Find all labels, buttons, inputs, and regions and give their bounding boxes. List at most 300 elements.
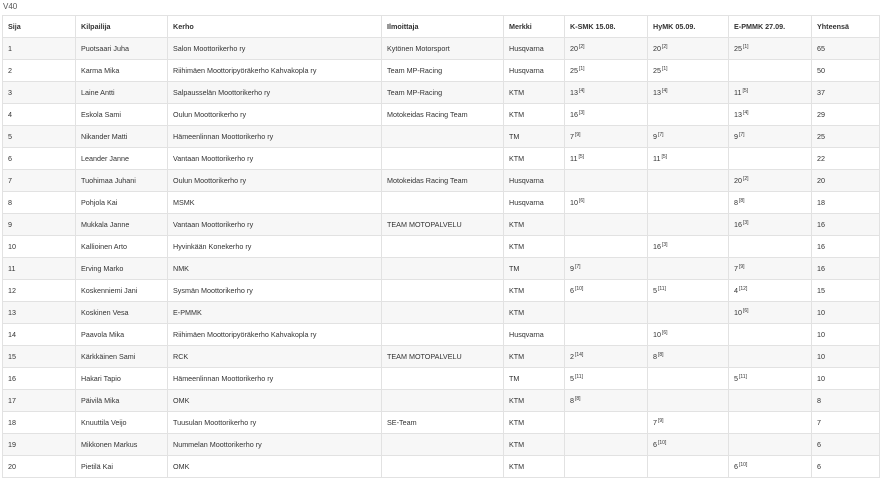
club-cell: [168, 302, 382, 324]
hymk-points-cell: [648, 148, 729, 170]
position-cell-value: 10: [8, 242, 16, 251]
club-cell: [168, 170, 382, 192]
entrant-cell: [382, 258, 504, 280]
hymk-points-cell-placing: [7]: [658, 131, 664, 138]
entrant-cell: [382, 368, 504, 390]
total-cell: [812, 434, 880, 456]
ksmk-points-cell: [565, 368, 648, 390]
table-row: [3, 302, 880, 324]
hymk-points-cell-value: 5: [653, 286, 657, 295]
total-cell: [812, 456, 880, 478]
rider-name-cell-value: Päivilä Mika: [81, 396, 120, 405]
epmmk-points-cell-value: 6: [734, 462, 738, 471]
hymk-points-cell: [648, 258, 729, 280]
make-cell-value: KTM: [509, 110, 525, 119]
total-cell: [812, 324, 880, 346]
make-cell: [504, 434, 565, 456]
entrant-cell: [382, 82, 504, 104]
rider-name-cell: [76, 324, 168, 346]
position-cell: [3, 82, 76, 104]
hymk-points-cell-placing: [6]: [662, 329, 668, 336]
rider-name-cell: [76, 104, 168, 126]
ksmk-points-cell: [565, 192, 648, 214]
club-cell-value: Sysmän Moottorikerho ry: [173, 286, 253, 295]
hymk-points-cell: [648, 412, 729, 434]
table-caption: V40: [3, 2, 18, 11]
rider-name-cell-value: Pohjola Kai: [81, 198, 118, 207]
rider-name-cell-value: Karma Mika: [81, 66, 120, 75]
table-row: [3, 434, 880, 456]
hymk-points-cell: [648, 126, 729, 148]
epmmk-points-cell-placing: [12]: [739, 285, 748, 292]
hymk-points-cell-placing: [9]: [658, 417, 664, 424]
hymk-points-cell-value: 7: [653, 418, 657, 427]
club-cell: [168, 82, 382, 104]
total-cell: [812, 214, 880, 236]
entrant-cell: [382, 104, 504, 126]
entrant-cell: [382, 236, 504, 258]
entrant-cell-value: Team MP-Racing: [387, 66, 443, 75]
col-header-kerho[interactable]: Kerho: [168, 16, 382, 38]
total-cell: [812, 60, 880, 82]
ksmk-points-cell-value: 5: [570, 374, 574, 383]
ksmk-points-cell-value: 20: [570, 44, 578, 53]
make-cell-value: TM: [509, 374, 520, 383]
make-cell: [504, 390, 565, 412]
ksmk-points-cell: [565, 82, 648, 104]
ksmk-points-cell: [565, 280, 648, 302]
table-row: [3, 280, 880, 302]
position-cell: [3, 456, 76, 478]
entrant-cell-value: Team MP-Racing: [387, 88, 443, 97]
hymk-points-cell-value: 25: [653, 66, 661, 75]
position-cell: [3, 434, 76, 456]
position-cell-value: 8: [8, 198, 12, 207]
ksmk-points-cell: [565, 390, 648, 412]
total-cell: [812, 280, 880, 302]
make-cell: [504, 368, 565, 390]
total-cell: [812, 412, 880, 434]
club-cell-value: NMK: [173, 264, 189, 273]
make-cell-value: KTM: [509, 88, 525, 97]
rider-name-cell: [76, 434, 168, 456]
make-cell: [504, 170, 565, 192]
rider-name-cell-value: Kärkkäinen Sami: [81, 352, 136, 361]
make-cell-value: KTM: [509, 418, 525, 427]
club-cell-value: Salpausselän Moottorikerho ry: [173, 88, 271, 97]
rider-name-cell-value: Koskinen Vesa: [81, 308, 129, 317]
rider-name-cell: [76, 346, 168, 368]
ksmk-points-cell-value: 16: [570, 110, 578, 119]
position-cell-value: 4: [8, 110, 12, 119]
total-cell-value: 10: [817, 330, 825, 339]
position-cell-value: 14: [8, 330, 16, 339]
club-cell-value: Oulun Moottorikerho ry: [173, 176, 247, 185]
club-cell: [168, 148, 382, 170]
rider-name-cell-value: Hakari Tapio: [81, 374, 121, 383]
ksmk-points-cell: [565, 148, 648, 170]
total-cell-value: 16: [817, 220, 825, 229]
table-row: [3, 236, 880, 258]
ksmk-points-cell-value: 25: [570, 66, 578, 75]
rider-name-cell-value: Kallioinen Arto: [81, 242, 127, 251]
entrant-cell-value: TEAM MOTOPALVELU: [387, 352, 462, 361]
club-cell-value: Hyvinkään Konekerho ry: [173, 242, 252, 251]
table-row: [3, 148, 880, 170]
ksmk-points-cell: [565, 60, 648, 82]
position-cell-value: 9: [8, 220, 12, 229]
rider-name-cell: [76, 126, 168, 148]
club-cell-value: Hämeenlinnan Moottorikerho ry: [173, 374, 274, 383]
entrant-cell-value: Motokeidas Racing Team: [387, 176, 468, 185]
ksmk-points-cell-placing: [6]: [579, 197, 585, 204]
total-cell: [812, 258, 880, 280]
ksmk-points-cell-value: 13: [570, 88, 578, 97]
make-cell: [504, 236, 565, 258]
rider-name-cell: [76, 280, 168, 302]
table-row: [3, 412, 880, 434]
col-header-ilmoittaja[interactable]: Ilmoittaja: [382, 16, 504, 38]
entrant-cell: [382, 346, 504, 368]
epmmk-points-cell: [729, 38, 812, 60]
ksmk-points-cell-placing: [11]: [575, 373, 583, 380]
entrant-cell-value: TEAM MOTOPALVELU: [387, 220, 462, 229]
position-cell-value: 6: [8, 154, 12, 163]
club-cell-value: Vantaan Moottorikerho ry: [173, 220, 254, 229]
table-row: [3, 38, 880, 60]
club-cell: [168, 368, 382, 390]
ksmk-points-cell: [565, 236, 648, 258]
hymk-points-cell-placing: [4]: [662, 87, 668, 94]
ksmk-points-cell-placing: [10]: [575, 285, 584, 292]
position-cell-value: 11: [8, 264, 16, 273]
hymk-points-cell: [648, 434, 729, 456]
make-cell-value: Husqvarna: [509, 198, 544, 207]
club-cell-value: OMK: [173, 396, 190, 405]
table-row: [3, 126, 880, 148]
table-row: [3, 346, 880, 368]
table-row: [3, 390, 880, 412]
epmmk-points-cell: [729, 346, 812, 368]
epmmk-points-cell: [729, 434, 812, 456]
make-cell: [504, 192, 565, 214]
total-cell-value: 10: [817, 352, 825, 361]
hymk-points-cell-value: 10: [653, 330, 661, 339]
entrant-cell: [382, 456, 504, 478]
position-cell-value: 20: [8, 462, 16, 471]
epmmk-points-cell-value: 16: [734, 220, 742, 229]
rider-name-cell-value: Tuohimaa Juhani: [81, 176, 136, 185]
total-cell: [812, 302, 880, 324]
ksmk-points-cell-value: 8: [570, 396, 574, 405]
hymk-points-cell-placing: [1]: [662, 65, 668, 72]
position-cell: [3, 104, 76, 126]
rider-name-cell: [76, 390, 168, 412]
ksmk-points-cell-value: 7: [570, 132, 574, 141]
make-cell: [504, 280, 565, 302]
rider-name-cell-value: Puotsaari Juha: [81, 44, 129, 53]
position-cell: [3, 368, 76, 390]
ksmk-points-cell-value: 11: [570, 154, 578, 163]
ksmk-points-cell: [565, 456, 648, 478]
total-cell-value: 15: [817, 286, 825, 295]
position-cell-value: 13: [8, 308, 16, 317]
total-cell: [812, 346, 880, 368]
epmmk-points-cell-placing: [10]: [739, 461, 748, 468]
rider-name-cell-value: Knuuttila Veijo: [81, 418, 127, 427]
epmmk-points-cell: [729, 280, 812, 302]
entrant-cell: [382, 324, 504, 346]
header-row: [3, 16, 880, 38]
total-cell-value: 10: [817, 308, 825, 317]
position-cell: [3, 280, 76, 302]
total-cell-value: 18: [817, 198, 825, 207]
position-cell: [3, 236, 76, 258]
make-cell: [504, 412, 565, 434]
col-header-epmmk[interactable]: E-PMMK 27.09.: [729, 16, 812, 38]
col-header-ksmk[interactable]: K-SMK 15.08.: [565, 16, 648, 38]
entrant-cell: [382, 412, 504, 434]
total-cell-value: 16: [817, 242, 825, 251]
epmmk-points-cell: [729, 192, 812, 214]
make-cell-value: KTM: [509, 242, 525, 251]
total-cell-value: 22: [817, 154, 825, 163]
epmmk-points-cell-value: 9: [734, 132, 738, 141]
ksmk-points-cell-placing: [9]: [575, 131, 581, 138]
hymk-points-cell: [648, 104, 729, 126]
ksmk-points-cell-placing: [14]: [575, 351, 584, 358]
club-cell-value: Vantaan Moottorikerho ry: [173, 154, 254, 163]
hymk-points-cell: [648, 324, 729, 346]
ksmk-points-cell-placing: [4]: [579, 87, 585, 94]
position-cell-value: 19: [8, 440, 16, 449]
entrant-cell: [382, 214, 504, 236]
total-cell-value: 50: [817, 66, 825, 75]
hymk-points-cell-value: 20: [653, 44, 661, 53]
epmmk-points-cell-value: 10: [734, 308, 742, 317]
make-cell: [504, 258, 565, 280]
epmmk-points-cell-value: 25: [734, 44, 742, 53]
entrant-cell: [382, 38, 504, 60]
epmmk-points-cell: [729, 368, 812, 390]
hymk-points-cell: [648, 236, 729, 258]
rider-name-cell-value: Paavola Mika: [81, 330, 125, 339]
entrant-cell: [382, 280, 504, 302]
make-cell-value: Husqvarna: [509, 44, 544, 53]
ksmk-points-cell-value: 10: [570, 198, 578, 207]
hymk-points-cell-placing: [10]: [658, 439, 667, 446]
table-row: [3, 104, 880, 126]
position-cell-value: 17: [8, 396, 16, 405]
ksmk-points-cell: [565, 126, 648, 148]
col-header-hymk[interactable]: HyMK 05.09.: [648, 16, 729, 38]
club-cell: [168, 324, 382, 346]
club-cell-value: Salon Moottorikerho ry: [173, 44, 246, 53]
ksmk-points-cell-placing: [8]: [575, 395, 581, 402]
rider-name-cell: [76, 82, 168, 104]
epmmk-points-cell-placing: [6]: [743, 307, 749, 314]
make-cell: [504, 324, 565, 346]
ksmk-points-cell-placing: [2]: [579, 43, 585, 50]
entrant-cell: [382, 60, 504, 82]
epmmk-points-cell-value: 13: [734, 110, 742, 119]
hymk-points-cell-value: 9: [653, 132, 657, 141]
ksmk-points-cell: [565, 324, 648, 346]
make-cell-value: KTM: [509, 220, 525, 229]
table-row: [3, 368, 880, 390]
hymk-points-cell: [648, 60, 729, 82]
total-cell-value: 10: [817, 374, 825, 383]
ksmk-points-cell: [565, 258, 648, 280]
position-cell: [3, 258, 76, 280]
club-cell-value: Hämeenlinnan Moottorikerho ry: [173, 132, 274, 141]
table-row: [3, 192, 880, 214]
club-cell: [168, 346, 382, 368]
make-cell: [504, 60, 565, 82]
make-cell: [504, 82, 565, 104]
epmmk-points-cell-value: 11: [734, 88, 742, 97]
position-cell-value: 16: [8, 374, 16, 383]
position-cell-value: 15: [8, 352, 16, 361]
club-cell-value: Oulun Moottorikerho ry: [173, 110, 247, 119]
epmmk-points-cell-placing: [7]: [739, 131, 745, 138]
club-cell: [168, 126, 382, 148]
club-cell-value: Tuusulan Moottorikerho ry: [173, 418, 257, 427]
position-cell-value: 7: [8, 176, 12, 185]
entrant-cell: [382, 126, 504, 148]
position-cell: [3, 192, 76, 214]
col-header-kilpailija[interactable]: Kilpailija: [76, 16, 168, 38]
ksmk-points-cell-placing: [3]: [579, 109, 585, 116]
entrant-cell: [382, 148, 504, 170]
hymk-points-cell-placing: [5]: [661, 153, 668, 160]
col-header-yhteensa[interactable]: Yhteensä: [812, 16, 880, 38]
club-cell: [168, 192, 382, 214]
make-cell-value: KTM: [509, 462, 525, 471]
col-header-merkki[interactable]: Merkki: [504, 16, 565, 38]
club-cell-value: Nummelan Moottorikerho ry: [173, 440, 262, 449]
hymk-points-cell-placing: [3]: [662, 241, 668, 248]
ksmk-points-cell-value: 2: [570, 352, 574, 361]
entrant-cell-value: Motokeidas Racing Team: [387, 110, 468, 119]
total-cell-value: 16: [817, 264, 825, 273]
make-cell-value: TM: [509, 132, 520, 141]
total-cell-value: 20: [817, 176, 825, 185]
rider-name-cell-value: Mikkonen Markus: [81, 440, 138, 449]
total-cell-value: 37: [817, 88, 825, 97]
epmmk-points-cell-placing: [11]: [739, 373, 747, 380]
table-row: [3, 258, 880, 280]
total-cell: [812, 126, 880, 148]
entrant-cell: [382, 302, 504, 324]
hymk-points-cell-placing: [11]: [658, 285, 666, 292]
make-cell: [504, 38, 565, 60]
make-cell-value: KTM: [509, 286, 525, 295]
hymk-points-cell: [648, 192, 729, 214]
rider-name-cell: [76, 214, 168, 236]
epmmk-points-cell: [729, 126, 812, 148]
epmmk-points-cell-value: 5: [734, 374, 738, 383]
table-row: [3, 82, 880, 104]
col-header-sija[interactable]: Sija: [3, 16, 76, 38]
hymk-points-cell-value: 8: [653, 352, 657, 361]
total-cell-value: 25: [817, 132, 825, 141]
position-cell-value: 1: [8, 44, 12, 53]
make-cell: [504, 148, 565, 170]
rider-name-cell: [76, 170, 168, 192]
club-cell: [168, 214, 382, 236]
club-cell: [168, 258, 382, 280]
hymk-points-cell: [648, 302, 729, 324]
epmmk-points-cell: [729, 456, 812, 478]
club-cell: [168, 390, 382, 412]
epmmk-points-cell-placing: [9]: [739, 263, 745, 270]
total-cell-value: 7: [817, 418, 821, 427]
make-cell: [504, 126, 565, 148]
total-cell-value: 29: [817, 110, 825, 119]
rider-name-cell: [76, 368, 168, 390]
epmmk-points-cell-value: 20: [734, 176, 742, 185]
table-row: [3, 214, 880, 236]
rider-name-cell-value: Mukkala Janne: [81, 220, 130, 229]
epmmk-points-cell: [729, 82, 812, 104]
epmmk-points-cell: [729, 324, 812, 346]
club-cell: [168, 104, 382, 126]
epmmk-points-cell: [729, 258, 812, 280]
position-cell: [3, 412, 76, 434]
club-cell: [168, 434, 382, 456]
hymk-points-cell-value: 13: [653, 88, 661, 97]
hymk-points-cell: [648, 82, 729, 104]
ksmk-points-cell: [565, 346, 648, 368]
table-row: [3, 324, 880, 346]
total-cell: [812, 148, 880, 170]
position-cell: [3, 324, 76, 346]
rider-name-cell: [76, 38, 168, 60]
club-cell: [168, 38, 382, 60]
rider-name-cell: [76, 192, 168, 214]
position-cell-value: 18: [8, 418, 16, 427]
make-cell: [504, 346, 565, 368]
epmmk-points-cell-placing: [3]: [743, 219, 749, 226]
epmmk-points-cell: [729, 412, 812, 434]
hymk-points-cell-value: 6: [653, 440, 657, 449]
epmmk-points-cell-placing: [4]: [743, 109, 749, 116]
club-cell: [168, 412, 382, 434]
total-cell: [812, 368, 880, 390]
make-cell-value: KTM: [509, 396, 525, 405]
club-cell: [168, 456, 382, 478]
total-cell-value: 8: [817, 396, 821, 405]
epmmk-points-cell-value: 8: [734, 198, 738, 207]
results-table: [2, 15, 880, 478]
hymk-points-cell: [648, 214, 729, 236]
rider-name-cell: [76, 236, 168, 258]
make-cell-value: KTM: [509, 154, 525, 163]
total-cell: [812, 192, 880, 214]
hymk-points-cell: [648, 170, 729, 192]
epmmk-points-cell-placing: [5]: [742, 87, 749, 94]
rider-name-cell: [76, 302, 168, 324]
make-cell-value: KTM: [509, 308, 525, 317]
make-cell: [504, 104, 565, 126]
ksmk-points-cell-placing: [5]: [578, 153, 585, 160]
rider-name-cell-value: Leander Janne: [81, 154, 129, 163]
table-row: [3, 60, 880, 82]
total-cell-value: 65: [817, 44, 825, 53]
hymk-points-cell-value: 11: [653, 154, 661, 163]
club-cell-value: RCK: [173, 352, 189, 361]
